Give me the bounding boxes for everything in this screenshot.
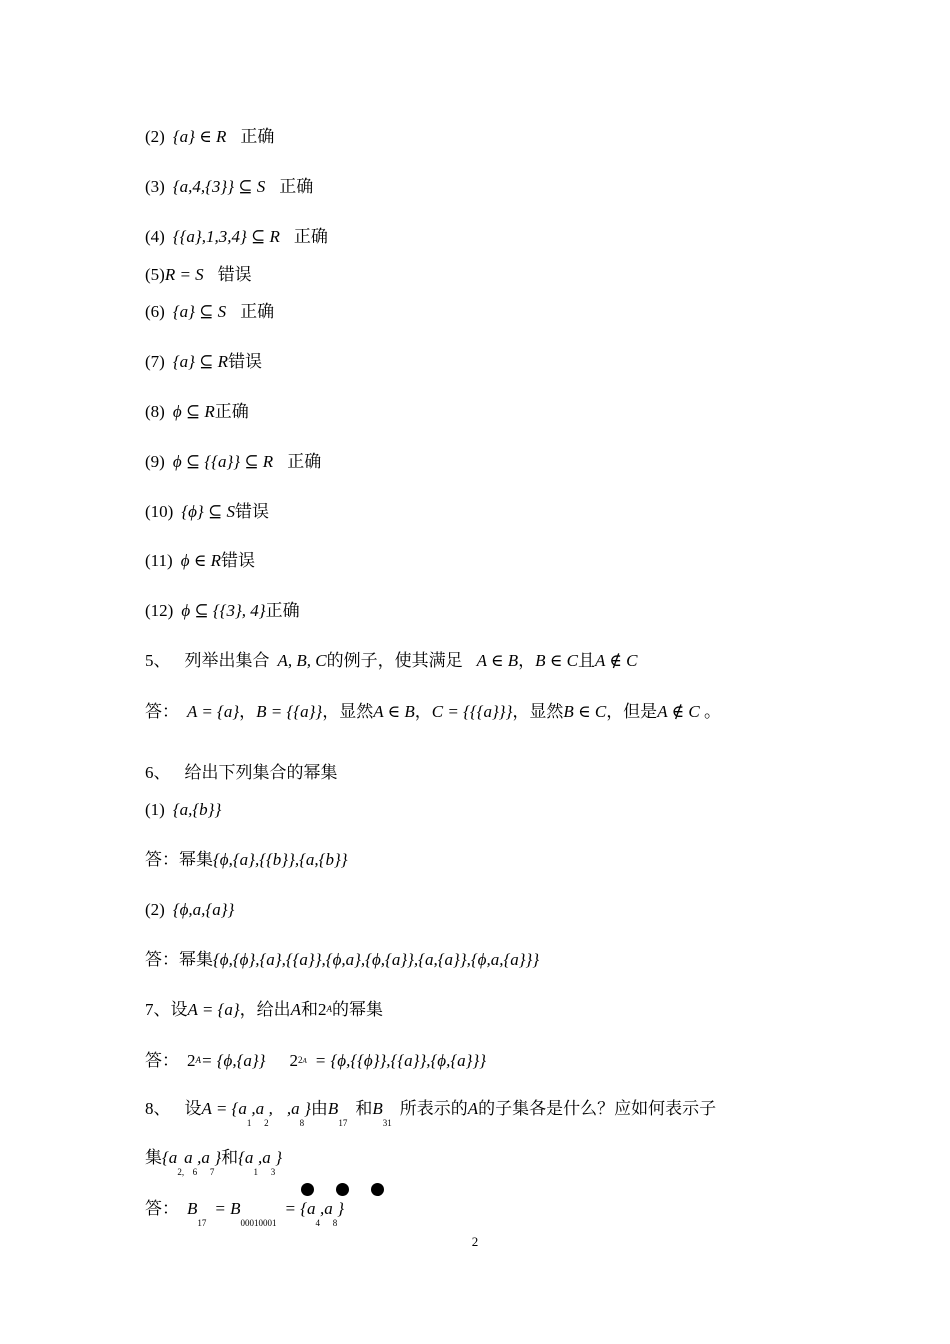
answer-6-part-2: 答：幂集{ϕ,{ϕ},{a},{{a}},{ϕ,a},{ϕ,{a}},{a,{a}},{ϕ,a,{a}}} <box>145 950 540 969</box>
question-8: 8、 设$A = \{a_1,a_2$, $,a_8$}由$B_{17}$和$B_{31}$所表示的A的子集各是什么？应如何表示子 <box>145 1099 717 1128</box>
item-2: (2) {a} ∈ R 正确 <box>145 127 275 146</box>
question-6: 6、 给出下列集合的幂集 <box>145 763 338 782</box>
item-11: (11) ϕ ∈ R错误 <box>145 551 255 570</box>
question-5: 5、 列举出集合 A, B, C的例子，使其满足 A ∈ B，B ∈ C且A ∉ C <box>145 651 638 670</box>
question-7: 7、设A = {a}，给出A和2A的幂集 <box>145 1000 384 1019</box>
item-3: (3) {a,4,{3}} ⊆ S 正确 <box>145 177 314 196</box>
question-6-part-2: (2) {ϕ,a,{a}} <box>145 900 235 919</box>
answer-8: 答： $B_{17}= B_{00010001}= \{a_4,a_8\}$ <box>145 1199 345 1228</box>
item-10: (10) {ϕ} ⊆ S错误 <box>145 502 269 521</box>
item-8: (8) ϕ ⊆ R正确 <box>145 402 249 421</box>
item-12: (12) ϕ ⊆ {{3}, 4}正确 <box>145 601 300 620</box>
answer-5: 答： A = {a}，B = {{a}}，显然A ∈ B，C = {{{a}}}，显然B ∈ C，但是A ∉ C 。 <box>145 702 721 721</box>
bullet-dot-2 <box>336 1183 349 1196</box>
bullet-dot-1 <box>301 1183 314 1196</box>
item-4: (4) {{a},1,3,4} ⊆ R 正确 <box>145 227 328 246</box>
page-number: 2 <box>471 1234 479 1249</box>
item-7: (7) {a} ⊆ R错误 <box>145 352 263 371</box>
answer-6-part-1: 答：幂集{ϕ,{a},{{b}},{a,{b}} <box>145 850 348 869</box>
bullet-dot-3 <box>371 1183 384 1196</box>
item-9: (9) ϕ ⊆ {{a}} ⊆ R 正确 <box>145 452 322 471</box>
item-5: (5)R = S 错误 <box>145 265 252 284</box>
item-6: (6) {a} ⊆ S 正确 <box>145 302 275 321</box>
question-8-line-2: 集$\{a_{2,}a_6,a_7\}$和$\{a_1,a_3\}$ <box>145 1148 282 1177</box>
answer-7: 答： 2A= {ϕ,{a}} 22A = {ϕ,{{ϕ}},{{a}},{ϕ,{a}}} <box>145 1051 487 1070</box>
question-6-part-1: (1) {a,{b}} <box>145 800 222 819</box>
